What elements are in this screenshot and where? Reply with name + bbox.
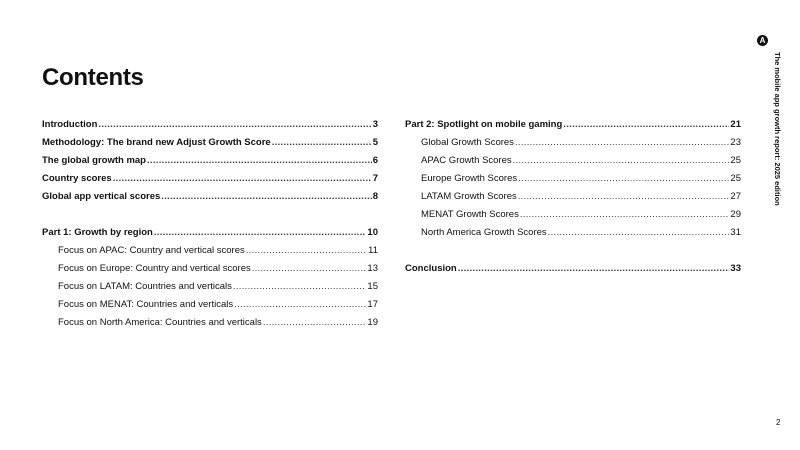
toc-entry-label: Part 1: Growth by region — [42, 227, 153, 238]
toc-entry[interactable] — [405, 172, 741, 190]
toc-entry[interactable] — [405, 226, 741, 244]
dot-leader — [233, 280, 367, 294]
adjust-logo-icon: A — [757, 35, 768, 46]
toc-entry-page: 17 — [367, 299, 378, 310]
dot-leader — [515, 136, 729, 150]
toc-entry-label: Focus on APAC: Country and vertical scores — [58, 245, 245, 256]
dot-leader — [147, 154, 372, 168]
toc-entry-label: Conclusion — [405, 263, 457, 274]
toc-entry-page: 10 — [367, 227, 378, 238]
toc-entry-label: Focus on MENAT: Countries and verticals — [58, 299, 234, 310]
page-number: 2 — [776, 418, 781, 427]
dot-leader — [263, 316, 367, 330]
toc-entry-label: Global Growth Scores — [421, 137, 514, 148]
toc-entry[interactable] — [42, 298, 378, 316]
toc-entry-page: 27 — [730, 191, 741, 202]
toc-entry[interactable] — [405, 262, 741, 280]
toc-entry-page: 15 — [367, 281, 378, 292]
toc-entry[interactable] — [42, 226, 378, 244]
toc-entry[interactable] — [42, 190, 378, 208]
toc-entry-page: 25 — [730, 155, 741, 166]
dot-leader — [548, 226, 730, 240]
dot-leader — [518, 172, 729, 186]
dot-leader — [161, 190, 371, 204]
dot-leader — [513, 154, 730, 168]
toc-entry-label: Focus on North America: Countries and verticals — [58, 317, 262, 328]
toc-entry-page: 25 — [730, 173, 741, 184]
dot-leader — [458, 262, 730, 276]
dot-leader — [234, 298, 366, 312]
toc-entry-page: 5 — [372, 137, 378, 148]
toc-entry-label: Europe Growth Scores — [421, 173, 518, 184]
toc-entry-label: Global app vertical scores — [42, 191, 161, 202]
toc-entry[interactable] — [42, 280, 378, 298]
toc-entry[interactable] — [42, 244, 378, 262]
toc-entry[interactable] — [42, 172, 378, 190]
dot-leader — [252, 262, 367, 276]
toc-right-column — [405, 118, 741, 280]
dot-leader — [246, 244, 367, 258]
toc-entry-label: The global growth map — [42, 155, 146, 166]
toc-entry-label: Introduction — [42, 119, 98, 130]
section-spacer — [42, 208, 378, 226]
toc-entry-page: 33 — [730, 263, 741, 274]
toc-entry[interactable] — [42, 154, 378, 172]
toc-entry-page: 3 — [372, 119, 378, 130]
toc-entry-label: Focus on Europe: Country and vertical scores — [58, 263, 251, 274]
dot-leader — [563, 118, 729, 132]
toc-entry-page: 8 — [372, 191, 378, 202]
toc-left-column — [42, 118, 378, 334]
toc-entry-page: 21 — [730, 119, 741, 130]
toc-entry-page: 13 — [367, 263, 378, 274]
section-spacer — [405, 244, 741, 262]
dot-leader — [154, 226, 367, 240]
toc-entry-page: 11 — [368, 245, 378, 256]
toc-entry-page: 31 — [730, 227, 741, 238]
toc-entry-label: LATAM Growth Scores — [421, 191, 517, 202]
toc-entry-page: 6 — [372, 155, 378, 166]
dot-leader — [518, 190, 730, 204]
toc-entry[interactable] — [405, 208, 741, 226]
toc-entry-page: 19 — [367, 317, 378, 328]
toc-entry-page: 7 — [372, 173, 378, 184]
toc-entry-label: North America Growth Scores — [421, 227, 547, 238]
toc-entry[interactable] — [405, 190, 741, 208]
dot-leader — [520, 208, 730, 222]
page-title: Contents — [42, 64, 144, 91]
toc-entry-label: MENAT Growth Scores — [421, 209, 519, 220]
report-title-vertical: The mobile app growth report: 2025 edition — [773, 52, 782, 206]
toc-entry[interactable] — [405, 154, 741, 172]
toc-entry-page: 29 — [730, 209, 741, 220]
toc-entry-label: Focus on LATAM: Countries and verticals — [58, 281, 232, 292]
dot-leader — [98, 118, 371, 132]
toc-entry[interactable] — [42, 136, 378, 154]
toc-entry[interactable] — [42, 262, 378, 280]
toc-entry-page: 23 — [730, 137, 741, 148]
dot-leader — [272, 136, 372, 150]
toc-entry-label: Methodology: The brand new Adjust Growth Score — [42, 137, 271, 148]
toc-entry[interactable] — [405, 118, 741, 136]
toc-entry-label: Part 2: Spotlight on mobile gaming — [405, 119, 563, 130]
toc-entry[interactable] — [42, 316, 378, 334]
toc-entry[interactable] — [42, 118, 378, 136]
toc-entry[interactable] — [405, 136, 741, 154]
toc-entry-label: Country scores — [42, 173, 112, 184]
toc-entry-label: APAC Growth Scores — [421, 155, 512, 166]
dot-leader — [113, 172, 372, 186]
